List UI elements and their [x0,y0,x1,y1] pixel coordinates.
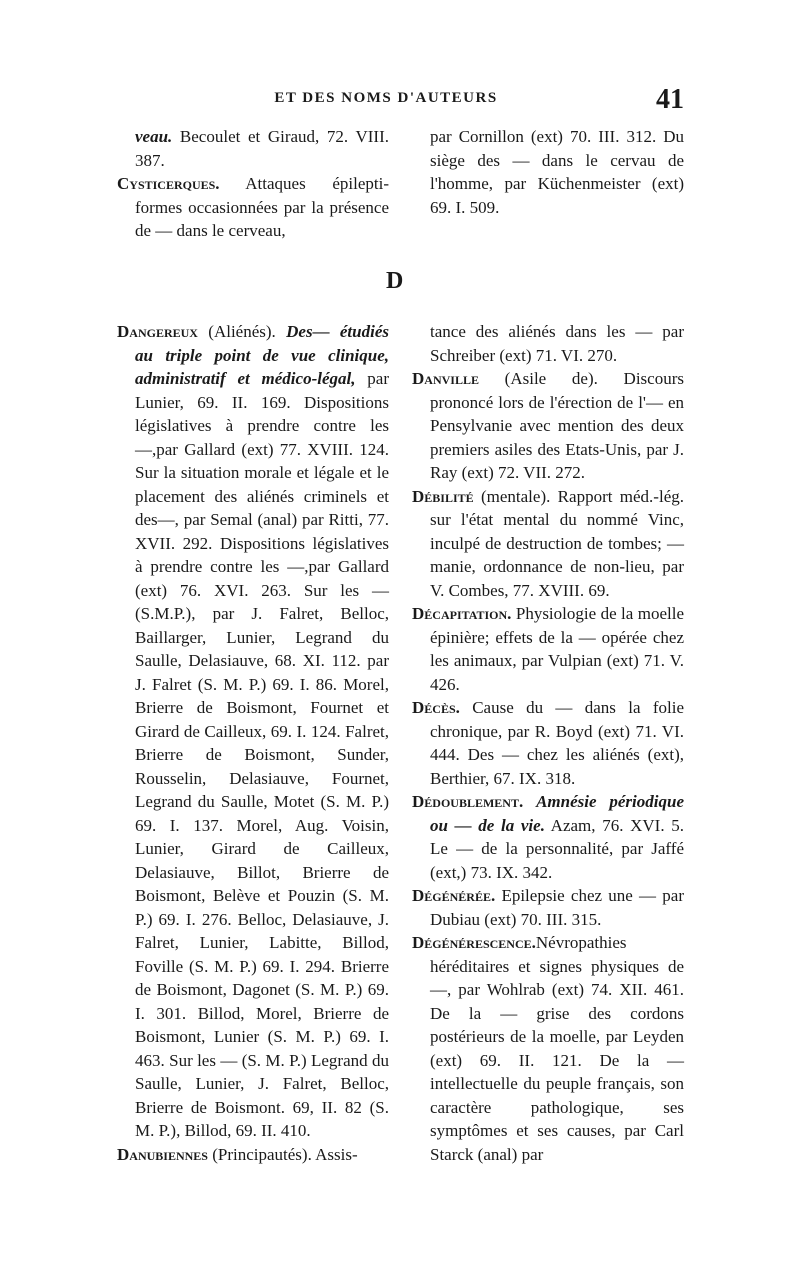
entry-italic-title: Amnésie périodique ou — de la vie. [430,792,684,835]
entry-headword: Dédoublement. [412,792,524,811]
entry-italic-title: veau. [135,127,173,146]
entry-text: par Lunier, 69. II. 169. Dispositions législatives à prendre contre les —,par Gallard (ext) 77. XVIII. 124. Sur la situation morale et légale et le placement des aliénés criminels et des—, par Semal (anal) par Ritti, 77. XVII. 292. Dispositions législatives à prendre contre les —,par Gallard (ext) 76. XVI. 263. Sur les — (S.M.P.), par J. Falret, Belloc, Baillarger, Lunier, Legrand du Saulle, Delasiauve, 68. XI. 112. par J. Falret (S. M. P.) 69. I. 86. Morel, Brierre de Boismont, Fournet et Girard de Cailleux, 69. I. 124. Falret, Brierre de Boismont, Sunder, Rousselin, Delasiauve, Fournet, Legrand du Saulle, Motet (S. M. P.) 69. I. 137. Morel, Aug. Voisin, Lunier, Girard de Cailleux, Delasiauve, Billot, Brierre de Boismont, Belève et Pouzin (S. M. P.) 69. I. 276. Belloc, Delasiauve, J. Falret, Lunier, Labitte, Billod, Foville (S. M. P.) 69. I. 294. Brierre de Boismont, Dagonet (S. M. P.) 69. I. 301. Billod, Morel, Brierre de Boismont, Lunier (S. M. P.) 69. I. 463. Sur les — (S. M. P.) Legrand du Saulle, Lunier, J. Falret, Belloc, Brierre de Boismont. 69, II. 82 (S. M. P.), Billod, 69. II. 410. [135,369,389,1140]
index-entry [412,367,684,485]
entry-text: Becoulet et Giraud, 72. VIII. 387. [135,127,389,170]
entry-text: Attaques épilepti-formes occasionnées par la présence de — dans le cerveau, [135,174,389,240]
entry-text: par Cornillon (ext) 70. III. 312. Du siège des — dans le cervau de l'homme, par Küchenmeister (ext) 69. I. 509. [430,127,684,217]
entry-text: Epilepsie chez une — par Dubiau (ext) 70. III. 315. [430,886,684,929]
entry-headword: Cysticerques. [117,174,220,193]
index-entry [412,931,684,1166]
page-number: 41 [656,84,684,115]
index-entry-continuation [117,125,389,172]
entry-text: (Asile de). Discours prononcé lors de l'érection de l'— en Pensylvanie avec mention des deux premiers asiles des Etats-Unis, par J. Ray (ext) 72. VII. 272. [430,369,684,482]
entry-headword: Danubiennes [117,1144,208,1164]
running-title: ET DES NOMS D'AUTEURS [274,90,498,106]
right-column-main [412,320,684,1166]
index-entry [412,790,684,884]
index-entry [412,485,684,603]
index-entry [412,696,684,790]
entry-headword: Décapitation. [412,604,512,623]
entry-headword: Dégénérée. [412,886,496,905]
right-column-top [412,125,684,219]
entry-text: Cause du — dans la folie chronique, par R. Boyd (ext) 71. VI. 444. Des — chez les aliénés (ext), Berthier, 67. IX. 318. [430,698,684,788]
index-entry [412,884,684,931]
page-header [118,84,684,118]
left-column-top [117,125,389,243]
index-entry [117,320,389,1143]
index-entry [117,172,389,243]
entry-headword: Débilité [412,486,474,506]
entry-text: (Principautés). Assis- [207,1144,358,1164]
entry-headword: Dangereux [117,322,198,341]
entry-text: Névropathies héréditaires et signes physiques de —, par Wohlrab (ext) 74. XII. 461. De la — grise des cordons postérieurs de la moelle, par Leyden (ext) 69. II. 121. De la — intellectuelle du peuple français, son caractère pathologique, ses symptômes et ses causes, par Carl Starck (anal) par [430,933,684,1164]
section-letter: D [386,268,404,294]
index-entry [412,602,684,696]
entry-italic-title: Des— étudiés au triple point de vue clinique, administratif et médico-légal, [135,322,389,388]
index-entry [117,1143,389,1167]
entry-text: (mentale). Rapport méd.-lég. sur l'état mental du nommé Vinc, inculpé de destruction de tombes; — manie, ordonnance de non-lieu, par V. Combes, 77. XVIII. 69. [430,486,684,600]
entry-headword: Décès. [412,698,460,717]
index-entry-continuation [412,125,684,219]
entry-headword: Danville [412,369,479,388]
index-entry-continuation [412,320,684,367]
entry-text: tance des aliénés dans les — par Schreiber (ext) 71. VI. 270. [430,322,684,365]
left-column-main [117,320,389,1166]
entry-headword: Dégénérescence. [412,933,536,952]
entry-text: Physiologie de la moelle épinière; effets de la — opérée chez les animaux, par Vulpian (ext) 71. V. 426. [430,604,684,694]
entry-text [523,792,536,811]
entry-text: (Aliénés). [197,322,287,341]
entry-text: Azam, 76. XVI. 5. Le — de la personnalité, par Jaffé (ext,) 73. IX. 342. [430,815,684,882]
